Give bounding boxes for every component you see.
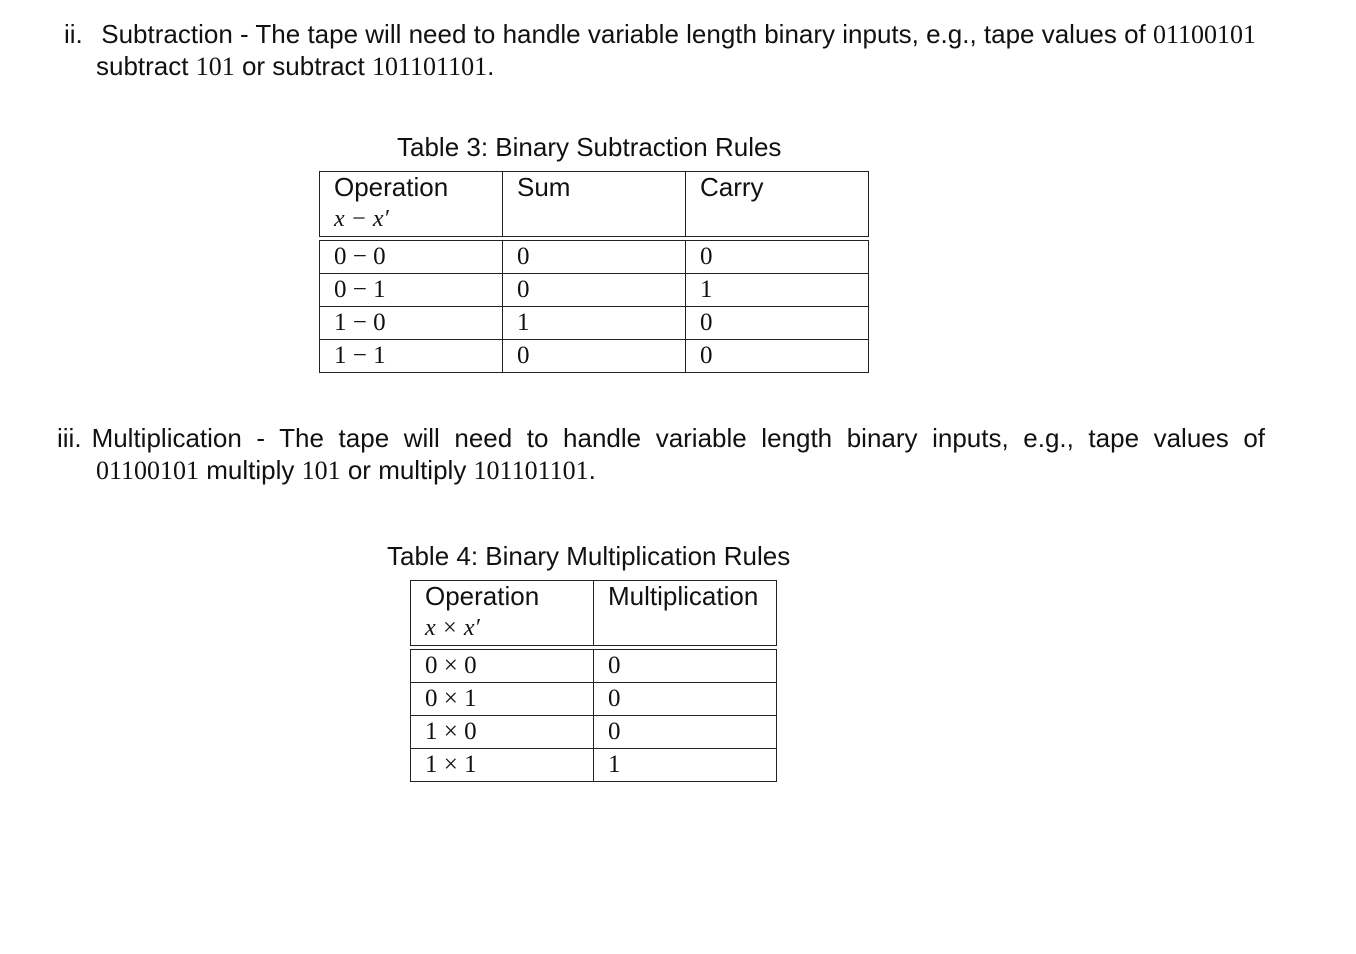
table-row — [319, 306, 869, 339]
cell-sum: 0 — [502, 240, 685, 273]
header-multiplication: Multiplication — [593, 580, 777, 646]
header-operation: Operation x − x′ — [319, 171, 502, 237]
subtraction-rules-table — [319, 171, 869, 373]
multiplication-value-3: 101101101 — [473, 456, 589, 485]
cell-operation: 1 × 0 — [410, 715, 593, 748]
table-row — [410, 748, 777, 782]
table-row — [319, 273, 869, 306]
cell-result: 0 — [593, 682, 777, 715]
cell-sum: 0 — [502, 273, 685, 306]
multiplication-paragraph-line-1 — [57, 422, 1265, 454]
subtraction-numeral: ii. — [64, 19, 83, 49]
subtraction-text-3: or subtract — [234, 51, 372, 81]
cell-carry: 1 — [685, 273, 869, 306]
cell-operation: 0 × 0 — [410, 649, 593, 682]
multiplication-text-1: - The tape will need to handle variable length binary inputs, e.g., tape values of — [241, 423, 1265, 453]
cell-result: 0 — [593, 649, 777, 682]
cell-operation: 0 × 1 — [410, 682, 593, 715]
table-row — [410, 649, 777, 682]
table-header-row — [410, 580, 777, 646]
cell-operation: 1 × 1 — [410, 748, 593, 782]
table-row — [410, 682, 777, 715]
subtraction-heading: Subtraction — [101, 19, 233, 49]
multiplication-value-1: 01100101 — [96, 456, 200, 485]
table-row — [319, 339, 869, 373]
cell-operation: 1 − 0 — [319, 306, 502, 339]
multiplication-numeral: iii. — [57, 423, 82, 453]
table-row — [410, 715, 777, 748]
subtraction-value-3: 101101101 — [372, 52, 488, 81]
cell-sum: 0 — [502, 339, 685, 373]
table-row — [319, 240, 869, 273]
cell-operation: 0 − 0 — [319, 240, 502, 273]
multiplication-heading: Multiplication — [91, 423, 242, 453]
multiplication-value-2: 101 — [301, 456, 341, 485]
header-operation-formula: x × x′ — [425, 615, 480, 641]
cell-operation: 0 − 1 — [319, 273, 502, 306]
subtraction-paragraph-line-2 — [96, 50, 494, 83]
subtraction-text-1: - The tape will need to handle variable length binary inputs, e.g., tape values of — [232, 19, 1154, 49]
multiplication-rules-table — [410, 580, 777, 782]
cell-carry: 0 — [685, 306, 869, 339]
subtraction-text-4: . — [487, 51, 495, 81]
table-header-row — [319, 171, 869, 237]
subtraction-text-2: subtract — [96, 51, 196, 81]
header-carry: Carry — [685, 171, 869, 237]
header-operation-formula: x − x′ — [334, 206, 389, 232]
multiplication-text-4: . — [588, 455, 596, 485]
header-operation: Operation x × x′ — [410, 580, 593, 646]
multiplication-text-3: or multiply — [340, 455, 474, 485]
subtraction-paragraph-line-1 — [64, 18, 1256, 51]
cell-sum: 1 — [502, 306, 685, 339]
cell-result: 0 — [593, 715, 777, 748]
table-4-caption: Table 4: Binary Multiplication Rules — [387, 541, 791, 571]
subtraction-value-1: 01100101 — [1153, 20, 1257, 49]
cell-carry: 0 — [685, 240, 869, 273]
cell-carry: 0 — [685, 339, 869, 373]
multiplication-paragraph-line-2 — [96, 454, 596, 487]
multiplication-text-2: multiply — [199, 455, 302, 485]
cell-result: 1 — [593, 748, 777, 782]
cell-operation: 1 − 1 — [319, 339, 502, 373]
table-3-caption: Table 3: Binary Subtraction Rules — [397, 132, 782, 162]
subtraction-value-2: 101 — [195, 52, 235, 81]
header-sum: Sum — [502, 171, 685, 237]
